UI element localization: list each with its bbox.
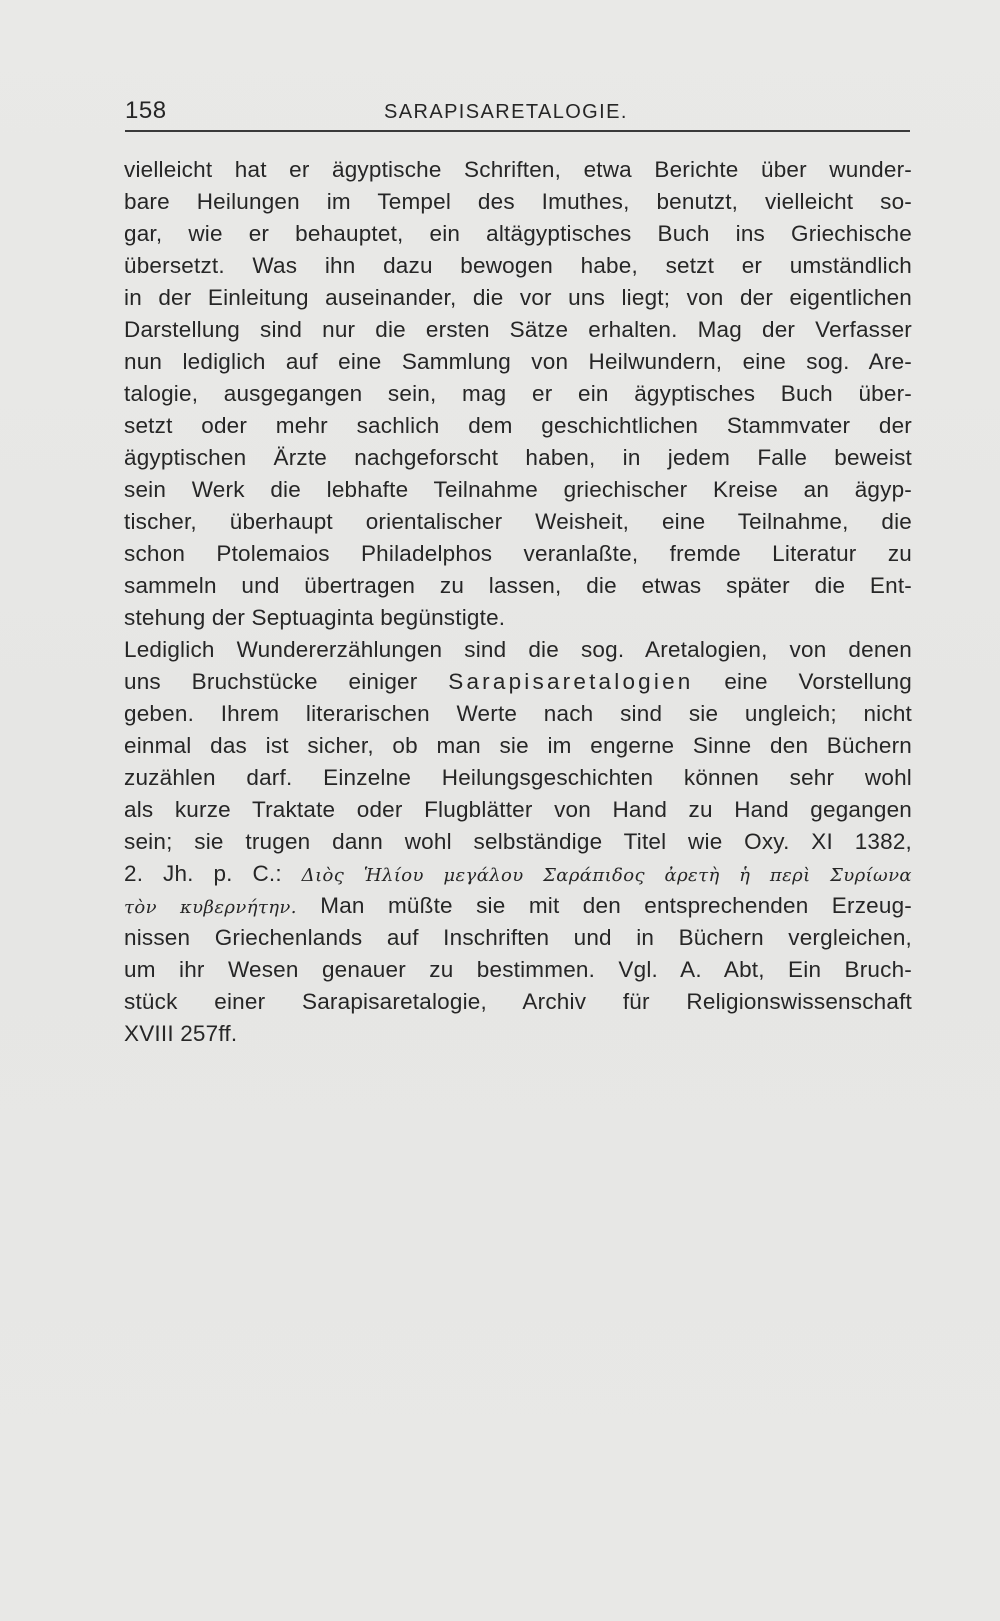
text-line: sammeln und übertragen zu lassen, die etwas später die Ent- bbox=[124, 573, 912, 598]
text-line bbox=[124, 858, 912, 890]
text-line: Lediglich Wundererzählungen sind die sog. Aretalogien, von denen bbox=[124, 637, 912, 662]
text-line: vielleicht hat er ägyptische Schriften, etwa Berichte über wunder- bbox=[124, 157, 912, 182]
page-number: 158 bbox=[125, 97, 167, 124]
text-line bbox=[124, 890, 912, 922]
text-line: stehung der Septuaginta begünstigte. bbox=[124, 605, 506, 630]
text-fragment: Man müßte sie mit den entsprechenden Erzeug- bbox=[320, 893, 912, 918]
greek-title: τὸν κυβερνήτην. bbox=[124, 897, 297, 918]
greek-title: Διὸς Ἡλίου μεγάλου Σαράπιδος ἀρετὴ ἡ περὶ Συρίωνα bbox=[301, 865, 912, 886]
text-line: geben. Ihrem literarischen Werte nach sind sie ungleich; nicht bbox=[124, 701, 912, 726]
text-line: sein; sie trugen dann wohl selbständige Titel wie Oxy. XI 1382, bbox=[124, 829, 912, 854]
emphasized-term: Sarapisaretalogien bbox=[448, 669, 694, 694]
text-line: Darstellung sind nur die ersten Sätze erhalten. Mag der Verfasser bbox=[124, 317, 912, 342]
running-title: SARAPISARETALOGIE. bbox=[384, 101, 628, 123]
text-line: übersetzt. Was ihn dazu bewogen habe, setzt er umständlich bbox=[124, 253, 912, 278]
text-line: ägyptischen Ärzte nachgeforscht haben, in jedem Falle beweist bbox=[124, 445, 912, 470]
text-line: nissen Griechenlands auf Inschriften und in Büchern vergleichen, bbox=[124, 925, 912, 950]
text-line: talogie, ausgegangen sein, mag er ein ägyptisches Buch über- bbox=[124, 381, 912, 406]
text-line: in der Einleitung auseinander, die vor uns liegt; von der eigentlichen bbox=[124, 285, 912, 310]
text-line: als kurze Traktate oder Flugblätter von Hand zu Hand gegangen bbox=[124, 797, 912, 822]
text-line: setzt oder mehr sachlich dem geschichtlichen Stammvater der bbox=[124, 413, 912, 438]
text-line: XVIII 257ff. bbox=[124, 1021, 238, 1046]
text-line: schon Ptolemaios Philadelphos veranlaßte, fremde Literatur zu bbox=[124, 541, 912, 566]
text-line bbox=[124, 666, 912, 698]
text-fragment: eine Vorstellung bbox=[724, 669, 912, 694]
text-line: um ihr Wesen genauer zu bestimmen. Vgl. A. Abt, Ein Bruch- bbox=[124, 957, 912, 982]
text-line: nun lediglich auf eine Sammlung von Heilwundern, eine sog. Are- bbox=[124, 349, 912, 374]
text-line: bare Heilungen im Tempel des Imuthes, benutzt, vielleicht so- bbox=[124, 189, 912, 214]
text-line: gar, wie er behauptet, ein altägyptisches Buch ins Griechische bbox=[124, 221, 912, 246]
body-text bbox=[124, 154, 912, 1050]
page-header bbox=[125, 96, 910, 132]
text-fragment: uns Bruchstücke einiger bbox=[124, 669, 418, 694]
text-fragment: 2. Jh. p. C.: bbox=[124, 861, 282, 886]
text-line: einmal das ist sicher, ob man sie im engerne Sinne den Büchern bbox=[124, 733, 912, 758]
text-line: tischer, überhaupt orientalischer Weisheit, eine Teilnahme, die bbox=[124, 509, 912, 534]
text-line: sein Werk die lebhafte Teilnahme griechischer Kreise an ägyp- bbox=[124, 477, 912, 502]
text-line: stück einer Sarapisaretalogie, Archiv für Religionswissenschaft bbox=[124, 989, 912, 1014]
text-line: zuzählen darf. Einzelne Heilungsgeschichten können sehr wohl bbox=[124, 765, 912, 790]
